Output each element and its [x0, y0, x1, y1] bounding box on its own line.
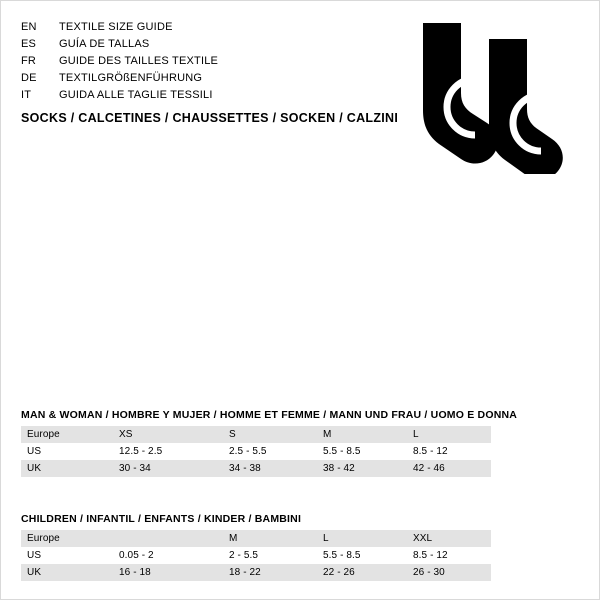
- column-header-l: L: [317, 530, 407, 547]
- language-text-de: TEXTILGRÖßENFÜHRUNG: [59, 72, 203, 84]
- column-header-europe: Europe: [21, 530, 113, 547]
- language-row: [21, 70, 381, 87]
- cell-uk-l: 42 - 46: [407, 460, 491, 477]
- language-code-fr: FR: [21, 55, 37, 67]
- cell-uk-xxl: 26 - 30: [407, 564, 491, 581]
- language-row: [21, 19, 381, 36]
- cell-us-1: 0.05 - 2: [113, 547, 223, 564]
- children-size-table-block: [21, 513, 581, 581]
- row-label-us: US: [21, 443, 113, 460]
- language-code-it: IT: [21, 89, 32, 101]
- cell-uk-l: 22 - 26: [317, 564, 407, 581]
- row-label-uk: UK: [21, 460, 113, 477]
- cell-us-l: 8.5 - 12: [407, 443, 491, 460]
- cell-uk-1: 16 - 18: [113, 564, 223, 581]
- cell-uk-s: 34 - 38: [223, 460, 317, 477]
- cell-uk-m: 18 - 22: [223, 564, 317, 581]
- table-row: [21, 460, 491, 477]
- column-header-xs: XS: [113, 426, 223, 443]
- language-code-en: EN: [21, 21, 37, 33]
- table-row: [21, 547, 491, 564]
- language-text-es: GUÍA DE TALLAS: [59, 38, 150, 50]
- column-header-m: M: [223, 530, 317, 547]
- column-header-xxl: XXL: [407, 530, 491, 547]
- column-header-s: S: [223, 426, 317, 443]
- column-header-m: M: [317, 426, 407, 443]
- row-label-us: US: [21, 547, 113, 564]
- cell-uk-m: 38 - 42: [317, 460, 407, 477]
- cell-us-xs: 12.5 - 2.5: [113, 443, 223, 460]
- table-row: [21, 443, 491, 460]
- language-list: [21, 19, 381, 104]
- cell-us-m: 2 - 5.5: [223, 547, 317, 564]
- table-row: [21, 564, 491, 581]
- adults-table-title: MAN & WOMAN / HOMBRE Y MUJER / HOMME ET FEMME / MANN UND FRAU / UOMO E DONNA: [21, 409, 518, 421]
- adults-size-table: [21, 426, 491, 477]
- column-header-l: L: [407, 426, 491, 443]
- language-text-it: GUIDA ALLE TAGLIE TESSILI: [59, 89, 213, 101]
- table-header-row: [21, 530, 491, 547]
- cell-us-s: 2.5 - 5.5: [223, 443, 317, 460]
- language-text-fr: GUIDE DES TAILLES TEXTILE: [59, 55, 219, 67]
- language-row: [21, 87, 381, 104]
- column-header-blank: [113, 530, 223, 547]
- language-text-en: TEXTILE SIZE GUIDE: [59, 21, 173, 33]
- language-row: [21, 36, 381, 53]
- language-code-de: DE: [21, 72, 37, 84]
- cell-us-m: 5.5 - 8.5: [317, 443, 407, 460]
- cell-uk-xs: 30 - 34: [113, 460, 223, 477]
- row-label-uk: UK: [21, 564, 113, 581]
- language-row: [21, 53, 381, 70]
- language-code-es: ES: [21, 38, 37, 50]
- children-size-table: [21, 530, 491, 581]
- children-table-title: CHILDREN / INFANTIL / ENFANTS / KINDER / BAMBINI: [21, 513, 302, 525]
- cell-us-xxl: 8.5 - 12: [407, 547, 491, 564]
- column-header-europe: Europe: [21, 426, 113, 443]
- adults-size-table-block: [21, 409, 581, 477]
- product-line-title: SOCKS / CALCETINES / CHAUSSETTES / SOCKEN / CALZINI: [21, 111, 399, 125]
- cell-us-l: 5.5 - 8.5: [317, 547, 407, 564]
- pair-of-socks-icon: [401, 19, 571, 174]
- table-header-row: [21, 426, 491, 443]
